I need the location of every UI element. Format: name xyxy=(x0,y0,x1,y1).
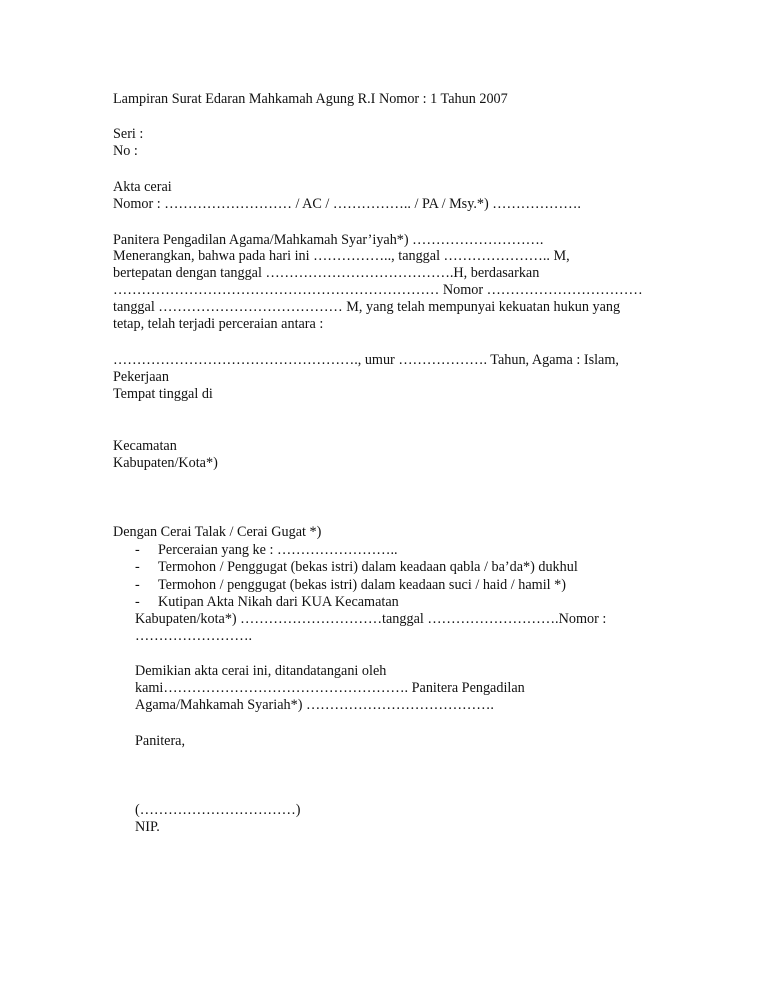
body-line-2: Menerangkan, bahwa pada hari ini …………….., tanggal ………………….. M, xyxy=(113,248,570,264)
body-line-1: Panitera Pengadilan Agama/Mahkamah Syar’iyah*) ………………………. xyxy=(113,232,544,248)
bullet-marker: - xyxy=(135,542,140,558)
signature-name: (……………………………) xyxy=(135,802,301,818)
cerai-heading: Dengan Cerai Talak / Cerai Gugat *) xyxy=(113,524,322,540)
kecamatan-label: Kecamatan xyxy=(113,438,177,454)
akta-nomor: Nomor : ……………………… / AC / …………….. / PA / Msy.*) ………………. xyxy=(113,196,581,212)
body-line-3: bertepatan dengan tanggal ………………………………….H, berdasarkan xyxy=(113,265,540,281)
body-line-5: tanggal ………………………………… M, yang telah mempunyai kekuatan hukun yang xyxy=(113,299,621,315)
no-label: No : xyxy=(113,143,138,159)
list-item: Termohon / Penggugat (bekas istri) dalam keadaan qabla / ba’da*) dukhul xyxy=(158,559,578,575)
bullet-marker: - xyxy=(135,594,140,610)
bullet-marker: - xyxy=(135,577,140,593)
list-item: Termohon / penggugat (bekas istri) dalam keadaan suci / haid / hamil *) xyxy=(158,577,566,593)
kabupaten-kota-line: Kabupaten/kota*) …………………………tanggal ……………………….Nomor : xyxy=(135,611,607,627)
body-line-6: tetap, telah terjadi perceraian antara : xyxy=(113,316,324,332)
bullet-marker: - xyxy=(135,559,140,575)
document-header: Lampiran Surat Edaran Mahkamah Agung R.I Nomor : 1 Tahun 2007 xyxy=(113,91,508,107)
closing-line-2: kami……………………………………………. Panitera Pengadilan xyxy=(135,680,525,696)
nip-label: NIP. xyxy=(135,819,160,835)
seri-label: Seri : xyxy=(113,126,144,142)
tempat-label: Tempat tinggal di xyxy=(113,386,213,402)
closing-line-3: Agama/Mahkamah Syariah*) …………………………………. xyxy=(135,697,494,713)
party-line: ……………………………………………., umur ………………. Tahun, Agama : Islam, xyxy=(113,352,619,368)
kabupaten-label: Kabupaten/Kota*) xyxy=(113,455,218,471)
nomor-dots-line: ……………………. xyxy=(135,628,253,644)
closing-line-1: Demikian akta cerai ini, ditandatangani oleh xyxy=(135,663,387,679)
list-item: Kutipan Akta Nikah dari KUA Kecamatan xyxy=(158,594,399,610)
signature-title: Panitera, xyxy=(135,733,186,749)
pekerjaan-label: Pekerjaan xyxy=(113,369,169,385)
list-item: Perceraian yang ke : …………………….. xyxy=(158,542,398,558)
body-line-4: …………………………………………………………… Nomor …………………………… xyxy=(113,282,643,298)
akta-title: Akta cerai xyxy=(113,179,172,195)
